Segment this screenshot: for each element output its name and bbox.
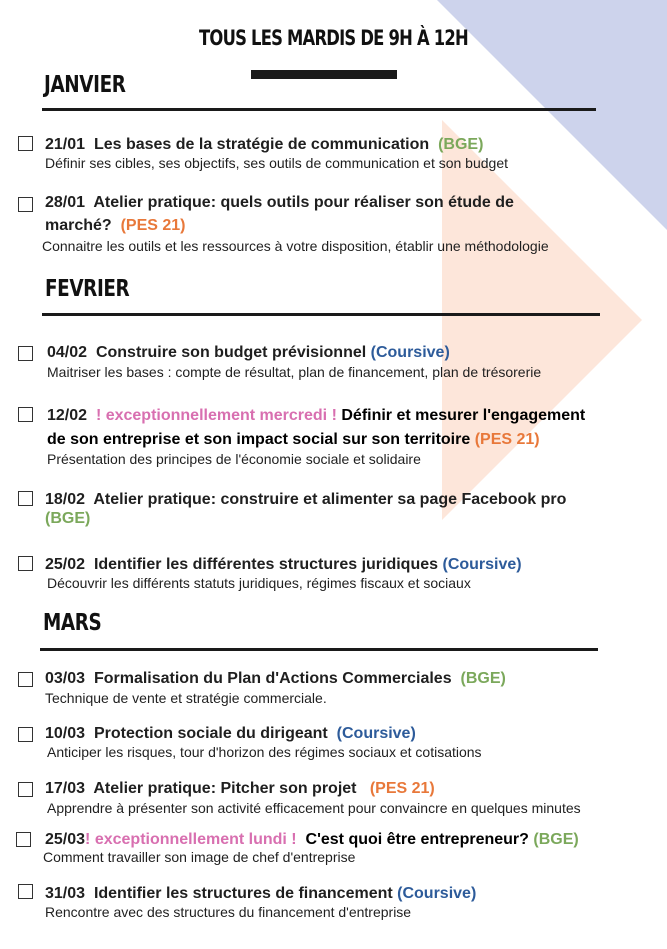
session-title-continued: de son entreprise et son impact social sur son territoire (PES 21): [47, 431, 540, 448]
session-description: Découvrir les différents statuts juridiques, régimes fiscaux et sociaux: [47, 575, 471, 591]
organizer-label: (Coursive): [397, 885, 477, 902]
schedule-header: TOUS LES MARDIS DE 9H À 12H: [199, 26, 468, 50]
session-checkbox[interactable]: [18, 197, 33, 212]
session-checkbox[interactable]: [18, 346, 33, 361]
session-description: Technique de vente et stratégie commerciale.: [45, 690, 327, 706]
organizer-label: (PES 21): [474, 431, 540, 448]
session-checkbox[interactable]: [18, 136, 33, 151]
session-title: 10/03 Protection sociale du dirigeant (Coursive): [45, 725, 416, 742]
session-title-continued: [45, 507, 90, 530]
peach-triangle-decoration: [442, 120, 642, 520]
session-title: 25/03! exceptionnellement lundi ! C'est quoi être entrepreneur? (BGE): [45, 831, 579, 848]
month-heading-janvier: JANVIER: [44, 72, 126, 98]
session-checkbox[interactable]: [18, 491, 33, 506]
session-title: 21/01 Les bases de la stratégie de communication (BGE): [45, 136, 484, 153]
session-title: 25/02 Identifier les différentes structures juridiques (Coursive): [45, 556, 522, 573]
session-title: 17/03 Atelier pratique: Pitcher son projet (PES 21): [45, 780, 435, 797]
session-description: Définir ses cibles, ses objectifs, ses outils de communication et son budget: [45, 155, 509, 171]
header-underline: [251, 70, 397, 79]
organizer-label: (Coursive): [370, 344, 450, 361]
session-checkbox[interactable]: [18, 727, 33, 742]
month-divider: [40, 648, 598, 651]
special-day-note: ! exceptionnellement mercredi !: [95, 407, 337, 424]
session-title: 18/02 Atelier pratique: construire et alimenter sa page Facebook pro: [45, 491, 567, 508]
session-title: 12/02 ! exceptionnellement mercredi ! Définir et mesurer l'engagement: [47, 407, 586, 424]
session-checkbox[interactable]: [18, 884, 33, 899]
session-description: Présentation des principes de l'économie sociale et solidaire: [47, 451, 421, 467]
organizer-label: (PES 21): [120, 217, 186, 234]
session-checkbox[interactable]: [18, 782, 33, 797]
month-heading-mars: MARS: [43, 610, 102, 636]
session-checkbox[interactable]: [18, 556, 33, 571]
organizer-label: (BGE): [533, 831, 579, 848]
session-checkbox[interactable]: [16, 832, 31, 847]
session-title: 31/03 Identifier les structures de financement (Coursive): [45, 885, 477, 902]
month-divider: [42, 108, 596, 111]
session-checkbox[interactable]: [18, 407, 33, 422]
session-description: Rencontre avec des structures du financement d'entreprise: [45, 904, 412, 920]
month-divider: [42, 313, 600, 316]
session-description: Comment travailler son image de chef d'entreprise: [43, 849, 356, 865]
organizer-label: (Coursive): [442, 556, 522, 573]
organizer-label: (BGE): [45, 510, 91, 527]
session-title-continued: marché? (PES 21): [45, 217, 186, 234]
organizer-label: (PES 21): [369, 780, 435, 797]
special-day-note: ! exceptionnellement lundi !: [85, 831, 297, 848]
session-description: Connaitre les outils et les ressources à votre disposition, établir une méthodologie: [42, 238, 549, 254]
session-title: 28/01 Atelier pratique: quels outils pour réaliser son étude de: [45, 194, 514, 211]
organizer-label: (BGE): [460, 670, 506, 687]
session-description: Apprendre à présenter son activité efficacement pour convaincre en quelques minutes: [47, 800, 581, 816]
organizer-label: (BGE): [438, 136, 484, 153]
session-title: 03/03 Formalisation du Plan d'Actions Commerciales (BGE): [45, 670, 506, 687]
session-description: Anticiper les risques, tour d'horizon des régimes sociaux et cotisations: [47, 744, 482, 760]
session-description: Maitriser les bases : compte de résultat, plan de financement, plan de trésorerie: [47, 364, 542, 380]
month-heading-fevrier: FEVRIER: [45, 276, 130, 302]
organizer-label: (Coursive): [336, 725, 416, 742]
session-title: 04/02 Construire son budget prévisionnel (Coursive): [47, 344, 450, 361]
session-checkbox[interactable]: [18, 672, 33, 687]
